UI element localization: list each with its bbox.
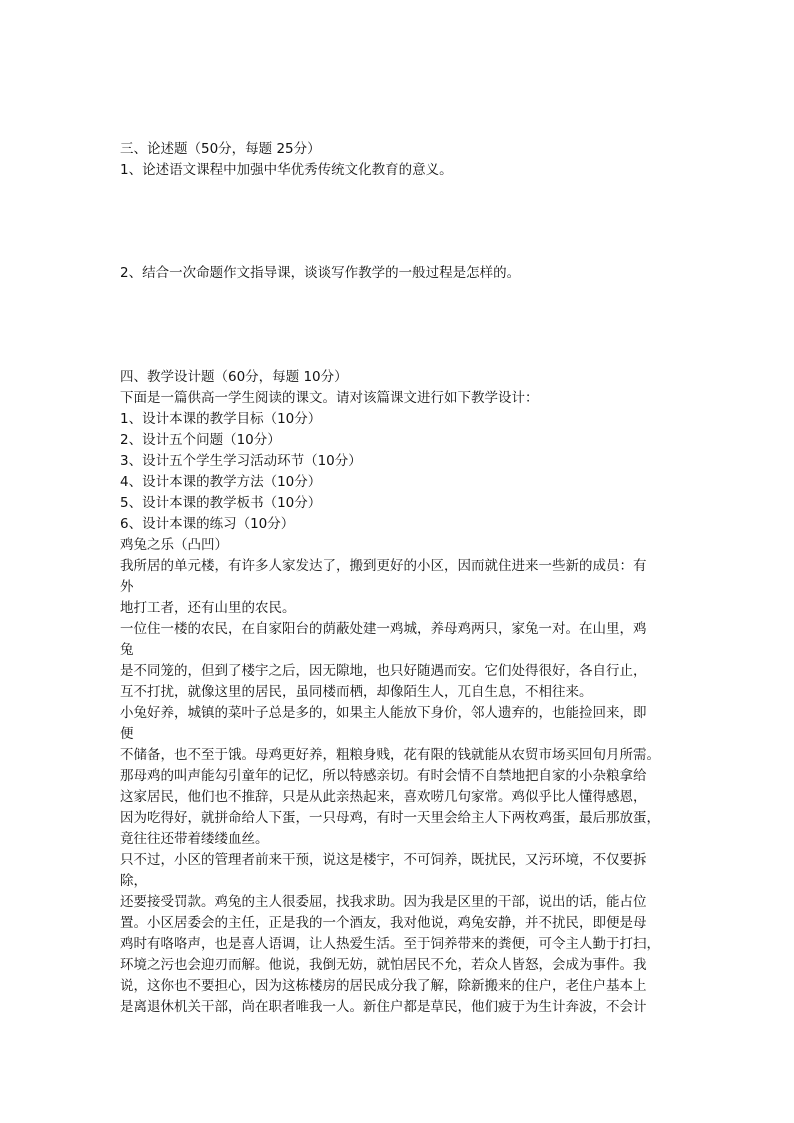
task-item: 5、设计本课的教学板书（10分）: [120, 495, 322, 511]
task-item: 4、设计本课的教学方法（10分）: [120, 474, 322, 490]
question-2: 2、结合一次命题作文指导课，谈谈写作教学的一般过程是怎样的。: [120, 265, 521, 281]
article-line: 外: [120, 579, 134, 595]
section-3-heading: 三、论述题（50分，每题 25分）: [120, 141, 321, 157]
article-line: 这家居民，他们也不推辞，只是从此亲热起来，喜欢唠几句家常。鸡似乎比人懂得感恩，: [120, 789, 647, 805]
article-line: 互不打扰，就像这里的居民，虽同楼而栖，却像陌生人，兀自生息，不相往来。: [120, 684, 593, 700]
article-line: 鸡时有咯咯声，也是喜人语调，让人热爱生活。至于饲养带来的粪便，可令主人勤于打扫，: [120, 936, 660, 952]
article-line: 竟往往还带着缕缕血丝。: [120, 831, 269, 847]
article-line: 那母鸡的叫声能勾引童年的记忆，所以特感亲切。有时会情不自禁地把自家的小杂粮拿给: [120, 768, 647, 784]
article-line: 小兔好养，城镇的菜叶子总是多的，如果主人能放下身价，邻人遗弃的，也能捡回来，即: [120, 705, 647, 721]
task-item: 6、设计本课的练习（10分）: [120, 516, 295, 532]
article-line: 不储备，也不至于饿。母鸡更好养，粗粮身贱，花有限的钱就能从农贸市场买回旬月所需。: [120, 747, 660, 763]
task-item: 1、设计本课的教学目标（10分）: [120, 411, 322, 427]
section-4-heading: 四、教学设计题（60分，每题 10分）: [120, 369, 348, 385]
article-line: 便: [120, 726, 134, 742]
article-line: 是不同笼的，但到了楼宇之后，因无隙地，也只好随遇而安。它们处得很好，各自行止，: [120, 663, 647, 679]
article-line: 置。小区居委会的主任，正是我的一个酒友，我对他说，鸡兔安静，并不扰民，即便是母: [120, 915, 647, 931]
task-item: 2、设计五个问题（10分）: [120, 432, 281, 448]
article-line: 兔: [120, 642, 134, 658]
article-line: 说，这你也不要担心，因为这栋楼房的居民成分我了解，除新搬来的住户，老住户基本上: [120, 978, 647, 994]
article-line: 因为吃得好，就拼命给人下蛋，一只母鸡，有时一天里会给主人下两枚鸡蛋，最后那放蛋，: [120, 810, 660, 826]
article-line: 环境之污也会迎刃而解。他说，我倒无妨，就怕居民不允，若众人皆怒，会成为事件。我: [120, 957, 647, 973]
article-line: 是离退休机关干部，尚在职者唯我一人。新住户都是草民，他们疲于为生计奔波，不会计: [120, 999, 647, 1015]
article-line: 只不过，小区的管理者前来干预，说这是楼宇，不可饲养，既扰民，又污环境，不仅要拆: [120, 852, 647, 868]
article-line: 地打工者，还有山里的农民。: [120, 600, 296, 616]
task-item: 3、设计五个学生学习活动环节（10分）: [120, 453, 362, 469]
article-line: 我所居的单元楼，有许多人家发达了，搬到更好的小区，因而就住进来一些新的成员：有: [120, 558, 647, 574]
article-title: 鸡兔之乐（凸凹）: [120, 537, 228, 553]
article-line: 除，: [120, 873, 147, 889]
question-1: 1、论述语文课程中加强中华优秀传统文化教育的意义。: [120, 162, 453, 178]
article-line: 还要接受罚款。鸡兔的主人很委屈，找我求助。因为我是区里的干部，说出的话，能占位: [120, 894, 647, 910]
article-line: 一位住一楼的农民，在自家阳台的荫蔽处建一鸡城，养母鸡两只，家兔一对。在山里，鸡: [120, 621, 647, 637]
section-4-intro: 下面是一篇供高一学生阅读的课文。请对该篇课文进行如下教学设计：: [120, 390, 539, 406]
